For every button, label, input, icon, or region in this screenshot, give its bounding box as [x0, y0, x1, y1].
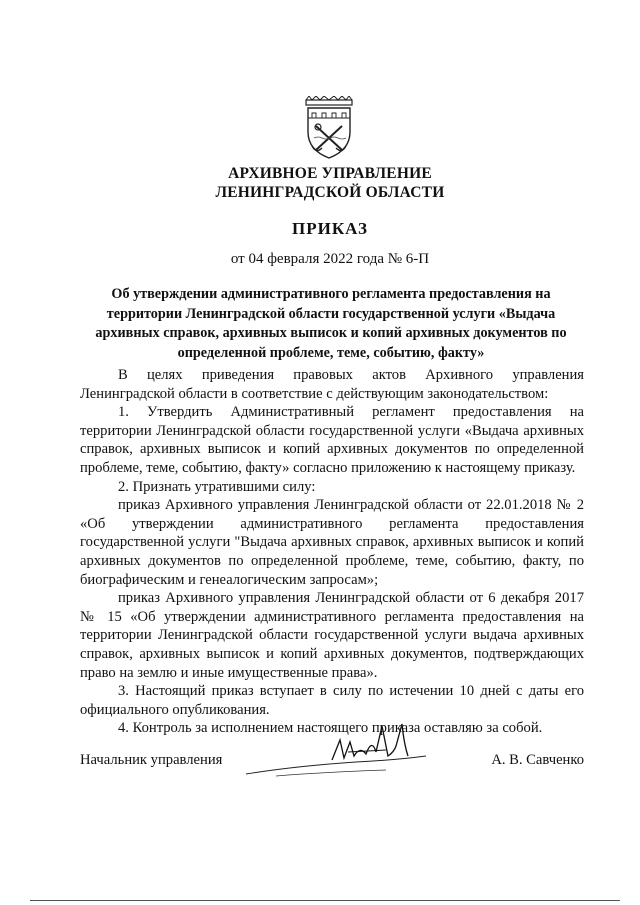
item-3-paragraph: 3. Настоящий приказ вступает в силу по истечении 10 дней с даты его официального опубликования. — [80, 683, 584, 718]
item-2a-paragraph: приказ Архивного управления Ленинградской области от 22.01.2018 № 2 «Об утверждении административного регламента предоставления государственной услуги "Выдача архивных справок, архивных выписок и копий архивных документов по определенной проблеме, теме, событию, факту, по биографическим и генеалогическим запросам»; — [80, 497, 584, 588]
bottom-divider — [30, 900, 620, 901]
signature-block — [80, 752, 584, 772]
preamble-paragraph: В целях приведения правовых актов Архивного управления Ленинградской области в соответствие с действующим законодательством: — [80, 367, 584, 402]
item-2-paragraph: 2. Признать утратившими силу: — [118, 478, 316, 495]
document-title: Об утверждении административного регламента предоставления на территории Ленинградской области государственной услуги «Выдача архивных справок, архивных выписок и копий архивных документов по определенной проблеме, теме, событию, факту» — [95, 286, 567, 361]
document-date-number: от 04 февраля 2022 года № 6-П — [230, 251, 430, 267]
item-2b-paragraph: приказ Архивного управления Ленинградской области от 6 декабря 2017 № 15 «Об утверждении административного регламента предоставления на территории Ленинградской области государственной услуги выдача архивных справок, архивных выписок и копий архивных документов, подтверждающих право на землю и иные имущественные права». — [80, 590, 584, 681]
signatory-position: Начальник управления — [80, 752, 223, 768]
handwritten-signature — [236, 716, 436, 786]
document-body — [80, 366, 584, 738]
organization-name-line2: ЛЕНИНГРАДСКОЙ ОБЛАСТИ — [215, 184, 445, 201]
signatory-name: А. В. Савченко — [491, 752, 584, 768]
coat-of-arms-emblem — [296, 96, 362, 162]
item-4-paragraph: 4. Контроль за исполнением настоящего приказа оставляю за собой. — [118, 720, 543, 737]
document-type: ПРИКАЗ — [292, 219, 368, 238]
item-1-paragraph: 1. Утвердить Административный регламент предоставления на территории Ленинградской области государственной услуги «Выдача архивных справок, архивных выписок и копий архивных документов по определенной проблеме, теме, событию, факту» согласно приложению к настоящему приказу. — [80, 404, 584, 476]
organization-name-line1: АРХИВНОЕ УПРАВЛЕНИЕ — [228, 165, 432, 182]
